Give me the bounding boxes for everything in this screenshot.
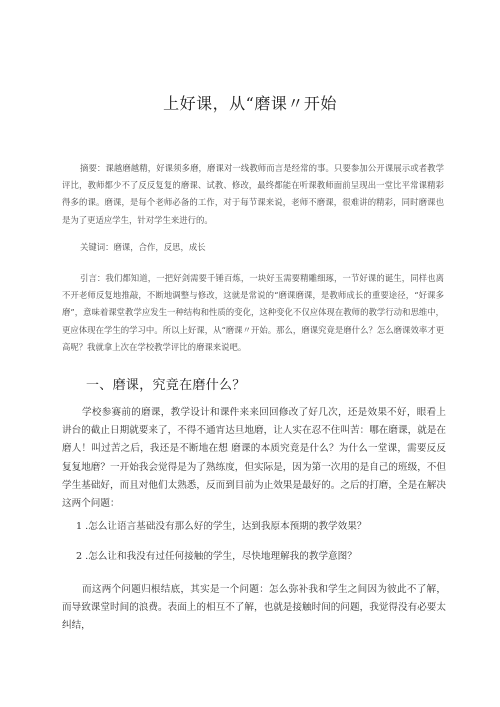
body-paragraph: 学校参赛前的磨课，教学设计和课件来来回回修改了好几次，还是效果不好，眼看上讲台的截止日期就要来了，不得不通宵达旦地磨，让人实在忍不住叫苦：哪在磨课，就是在磨人！叫过苦之后，我还是不断地在想 磨课的本质究竟是什么？为什么一堂课，需要反反复复地磨？一开始我会觉得是为了熟练度，但实际是，因为第一次用的是自己的班级，不但学生基础好，而且对他们太熟悉，反而到目前为止效果是最好的。之后的打磨，全是在解决这两个问题：: [62, 407, 446, 510]
section-heading: 一、磨课，究竟在磨什么？: [86, 378, 246, 393]
list-item: 1 .怎么让语言基础没有那么好的学生，达到我原本预期的教学效果？: [76, 521, 367, 532]
body-paragraph: 而这两个问题归根结底，其实是一个问题：怎么弥补我和学生之间因为彼此不了解，而导致课堂时间的浪费。表面上的相互不了解，也就是接触时间的问题，我觉得没有必要太纠结，: [62, 584, 446, 632]
abstract-paragraph: 摘要：课越磨越精，好课须多磨，磨课对一线教师而言是经常的事。只要参加公开课展示或者教学评比，教师都少不了反反复复的磨课、试教、修改，最终都能在听课教师面前呈现出一堂比平常课精彩得多的课。磨课，是每个老师必备的工作，对于每节课来说，老师不磨课，很难讲的精彩，同时磨课也是为了更适应学生，针对学生来进行的。: [62, 163, 444, 225]
document-title: 上好课，从“磨课〃开始: [163, 94, 337, 113]
intro-paragraph: 引言：我们都知道，一把好剑需要千锤百炼，一块好玉需要精雕细琢，一节好课的诞生，同样也离不开老师反复地推敲，不断地调整与修改，这就是常说的“磨课磨课，是教师成长的重要途径，“好课多磨”，意味着课堂教学应发生一种结构和性质的变化，这种变化不仅应体现在教师的教学行动和思维中，更应体现在学生的学习中。所以上好课，从“磨课〃开始。那么，磨课究竟是磨什么？怎么磨课效率才更高呢？我就拿上次在学校教学评比的磨课来说吧。: [62, 273, 444, 352]
keywords-paragraph: 关键词：磨课，合作，反思，成长: [80, 242, 206, 252]
list-item: 2 .怎么让和我没有过任何接触的学生，尽快地理解我的教学意图？: [76, 551, 357, 562]
